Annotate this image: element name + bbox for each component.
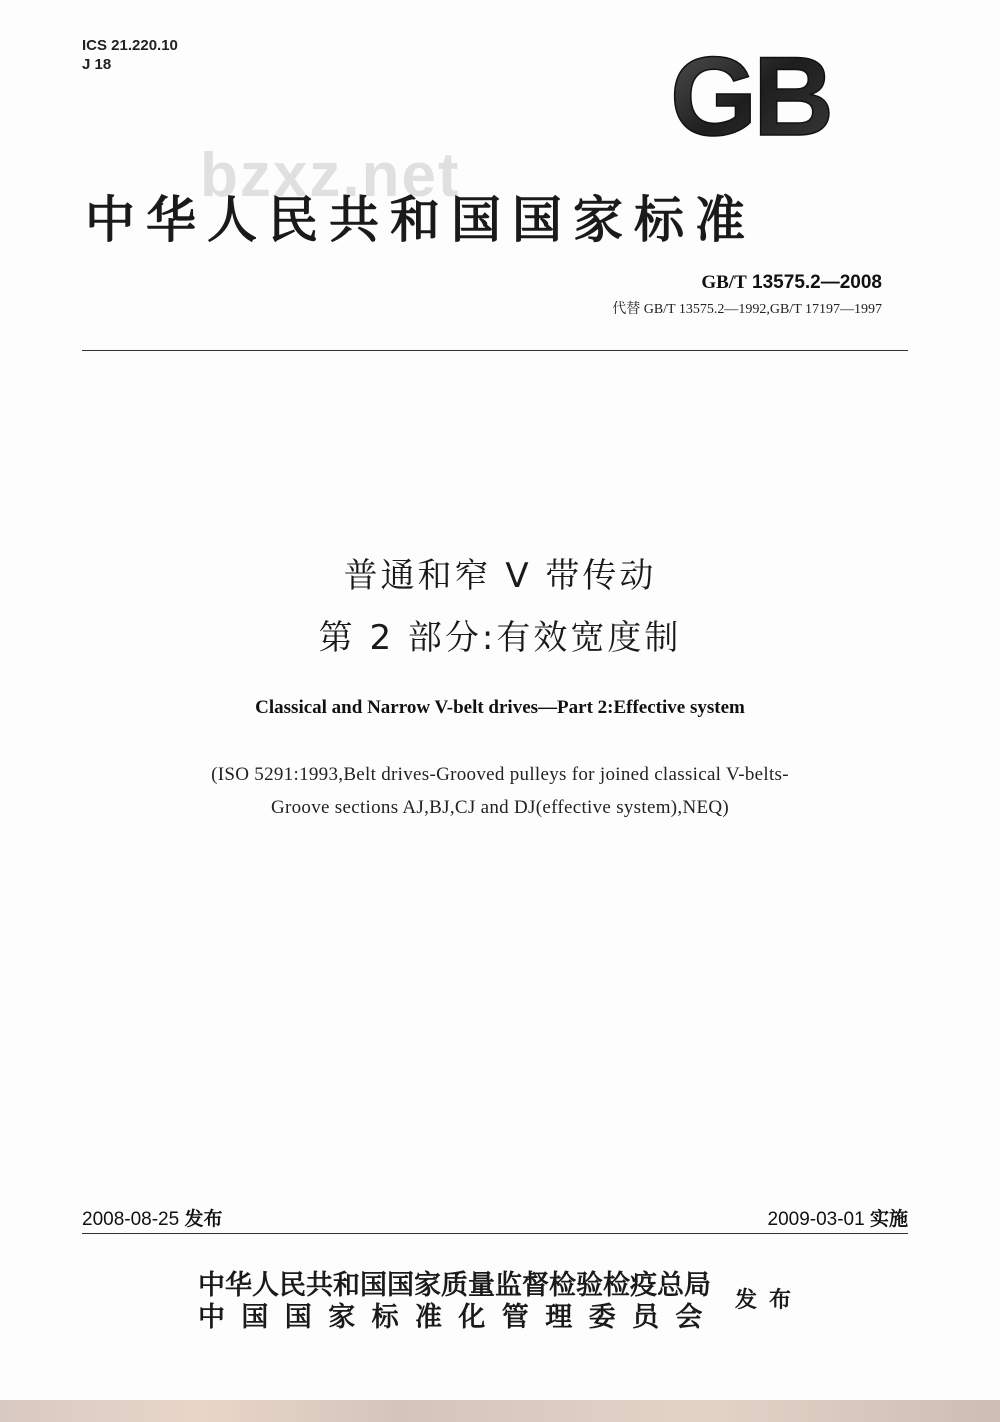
footer-divider (82, 1233, 908, 1234)
replaces-standards: 代替 GB/T 13575.2—1992,GB/T 17197—1997 (612, 302, 882, 317)
effective-date-label: 实施 (869, 1208, 908, 1230)
issuer-line2: 中国国家标准化管理委员会 (198, 1302, 719, 1333)
bottom-edge-strip (0, 1400, 1000, 1422)
ics-code: ICS 21.220.10 (82, 37, 178, 54)
effective-date-value: 2009-03-01 (767, 1209, 865, 1230)
chinese-title-line2: 第 2 部分:有效宽度制 (318, 618, 682, 658)
standard-code-number: 13575.2—2008 (752, 272, 882, 293)
standard-code-prefix: GB/T (701, 272, 747, 293)
gb-logo-icon (650, 45, 850, 145)
publish-label: 发布 (735, 1288, 804, 1313)
chinese-title-line1: 普通和窄 V 带传动 (343, 556, 657, 596)
effective-date (768, 1204, 909, 1231)
ics-code-block (82, 36, 178, 74)
standard-code (701, 272, 882, 294)
classification-code: J 18 (82, 56, 112, 73)
watermark: bzxz.net (200, 141, 461, 210)
gb-logo-text: GB (670, 45, 830, 145)
issue-date-label: 发布 (184, 1208, 223, 1230)
iso-reference-line2: Groove sections AJ,BJ,CJ and DJ(effective system),NEQ) (270, 797, 730, 818)
english-title: Classical and Narrow V-belt drives—Part 2:Effective system (255, 697, 745, 718)
issue-date-value: 2008-08-25 (82, 1209, 180, 1230)
header-divider (82, 350, 908, 351)
national-standard-title: 中华人民共和国国家标准 (85, 191, 756, 249)
issue-date (82, 1204, 223, 1231)
iso-reference-line1: (ISO 5291:1993,Belt drives-Grooved pulleys for joined classical V-belts- (211, 764, 789, 785)
issuer-line1: 中华人民共和国国家质量监督检验检疫总局 (198, 1270, 711, 1301)
